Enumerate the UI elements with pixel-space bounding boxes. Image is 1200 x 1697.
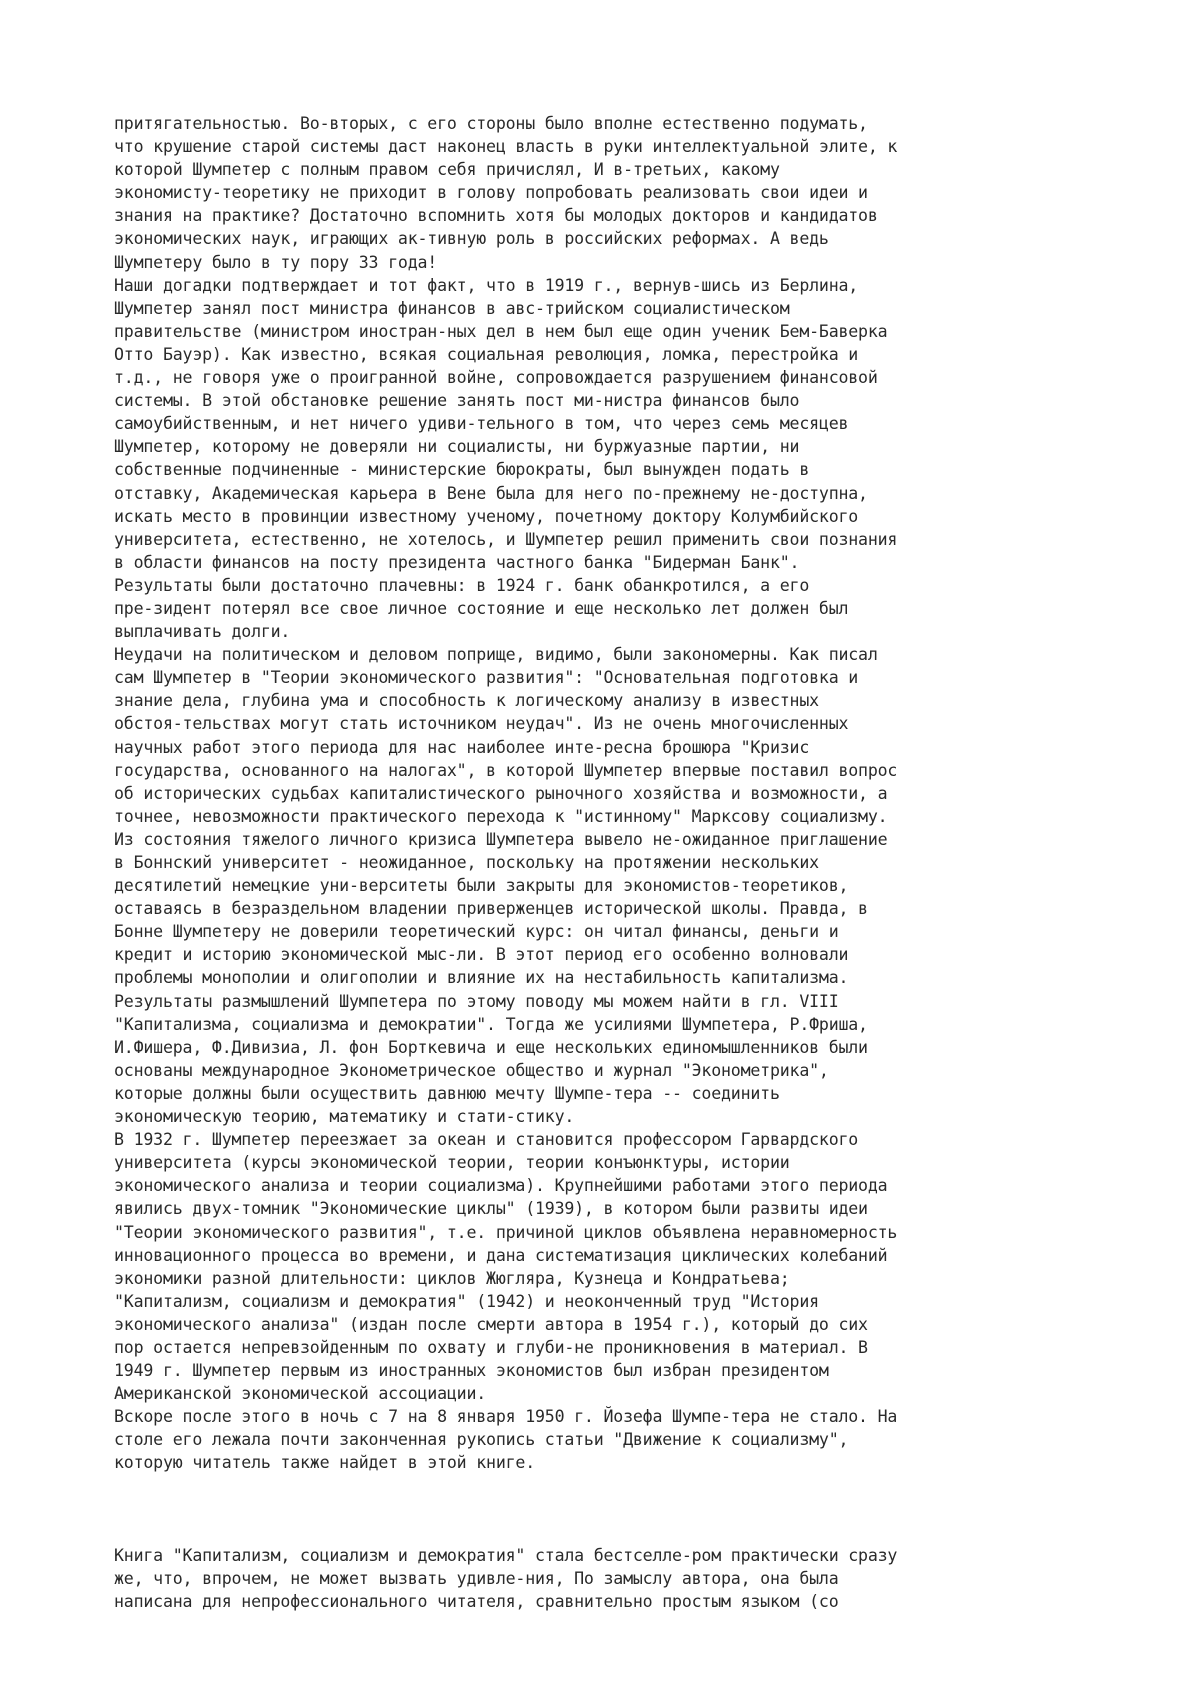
text-line: Американской экономической ассоциации. bbox=[114, 1384, 487, 1404]
text-line: в области финансов на посту президента частного банка "Бидерман Банк". bbox=[114, 552, 800, 572]
text-line: 1949 г. Шумпетер первым из иностранных экономистов был избран президентом bbox=[114, 1361, 829, 1381]
text-line: В 1932 г. Шумпетер переезжает за океан и становится профессором Гарвардского bbox=[114, 1130, 859, 1150]
text-line: государства, основанного на налогах", в которой Шумпетер впервые поставил вопрос bbox=[114, 760, 898, 780]
text-line: университета, естественно, не хотелось, и Шумпетер решил применить свои познания bbox=[114, 529, 898, 549]
text-line: знания на практике? Достаточно вспомнить хотя бы молодых докторов и кандидатов bbox=[114, 206, 878, 226]
text-line: Шумпетер, которому не доверяли ни социалисты, ни буржуазные партии, ни bbox=[114, 437, 800, 457]
text-line: экономики разной длительности: циклов Жюгляра, Кузнеца и Кондратьева; bbox=[114, 1268, 790, 1288]
text-line: основаны международное Эконометрическое общество и журнал "Эконометрика", bbox=[114, 1060, 829, 1080]
text-line: "Капитализм, социализм и демократия" (1942) и неоконченный труд "История bbox=[114, 1291, 819, 1311]
text-line: что крушение старой системы даст наконец власть в руки интеллектуальной элите, к bbox=[114, 137, 898, 157]
text-line: точнее, невозможности практического перехода к "истинному" Марксову социализму. bbox=[114, 806, 888, 826]
text-line: столе его лежала почти законченная рукопись статьи "Движение к социализму", bbox=[114, 1430, 849, 1450]
text-line: написана для непрофессионального читателя, сравнительно простым языком (со bbox=[114, 1592, 839, 1612]
text-line: кредит и историю экономической мыс-ли. В этот период его особенно волновали bbox=[114, 945, 849, 965]
text-line: Результаты размышлений Шумпетера по этому поводу мы можем найти в гл. VIII bbox=[114, 991, 839, 1011]
text-line: "Теории экономического развития", т.е. причиной циклов объявлена неравномерность bbox=[114, 1222, 898, 1242]
text-line: которой Шумпетер с полным правом себя причислял, И в-третьих, какому bbox=[114, 160, 780, 180]
document-page bbox=[114, 112, 1114, 1613]
text-line: же, что, впрочем, не может вызвать удивле-ния, По замыслу автора, она была bbox=[114, 1568, 839, 1588]
text-line: Шумпетеру было в ту пору 33 года! bbox=[114, 252, 438, 272]
text-line: Отто Бауэр). Как известно, всякая социальная революция, ломка, перестройка и bbox=[114, 344, 859, 364]
text-line: экономического анализа" (издан после смерти автора в 1954 г.), который до сих bbox=[114, 1314, 868, 1334]
text-line: обстоя-тельствах могут стать источником неудач". Из не очень многочисленных bbox=[114, 714, 849, 734]
text-line: правительстве (министром иностран-ных дел в нем был еще один ученик Бем-Баверка bbox=[114, 321, 888, 341]
text-line: выплачивать долги. bbox=[114, 622, 291, 642]
text-line: системы. В этой обстановке решение занять пост ми-нистра финансов было bbox=[114, 391, 800, 411]
text-line: пор остается непревзойденным по охвату и глуби-не проникновения в материал. В bbox=[114, 1337, 868, 1357]
text-line: отставку, Академическая карьера в Вене была для него по-прежнему не-доступна, bbox=[114, 483, 868, 503]
text-line: Книга "Капитализм, социализм и демократия" стала бестселле-ром практически сразу bbox=[114, 1545, 898, 1565]
text-line: сам Шумпетер в "Теории экономического развития": "Основательная подготовка и bbox=[114, 668, 859, 688]
text-line: собственные подчиненные - министерские бюрократы, был вынужден подать в bbox=[114, 460, 810, 480]
text-line: об исторических судьбах капиталистического рыночного хозяйства и возможности, а bbox=[114, 783, 888, 803]
text-line: И.Фишера, Ф.Дивизиа, Л. фон Борткевича и еще нескольких единомышленников были bbox=[114, 1037, 868, 1057]
paragraph-gap bbox=[114, 1475, 1114, 1544]
text-line: экономического анализа и теории социализма). Крупнейшими работами этого периода bbox=[114, 1176, 888, 1196]
text-line: экономических наук, играющих ак-тивную роль в российских реформах. А ведь bbox=[114, 229, 829, 249]
text-block-continuation bbox=[114, 1544, 1114, 1613]
text-block-main bbox=[114, 112, 1114, 1475]
text-line: Из состояния тяжелого личного кризиса Шумпетера вывело не-ожиданное приглашение bbox=[114, 829, 888, 849]
text-line: в Боннский университет - неожиданное, поскольку на протяжении нескольких bbox=[114, 853, 819, 872]
text-line: т.д., не говоря уже о проигранной войне, сопровождается разрушением финансовой bbox=[114, 368, 878, 388]
text-line: Вскоре после этого в ночь с 7 на 8 января 1950 г. Йозефа Шумпе-тера не стало. На bbox=[114, 1407, 898, 1427]
text-line: научных работ этого периода для нас наиболее инте-ресна брошюра "Кризис bbox=[114, 737, 810, 757]
text-line: "Капитализма, социализма и демократии". Тогда же усилиями Шумпетера, Р.Фриша, bbox=[114, 1014, 868, 1034]
text-line: притягательностью. Во-вторых, с его стороны было вполне естественно подумать, bbox=[114, 114, 868, 133]
text-line: университета (курсы экономической теории, теории конъюнктуры, истории bbox=[114, 1153, 790, 1173]
text-line: Бонне Шумпетеру не доверили теоретический курс: он читал финансы, деньги и bbox=[114, 922, 839, 942]
text-line: самоубийственным, и нет ничего удиви-тельного в том, что через семь месяцев bbox=[114, 414, 849, 434]
text-line: Результаты были достаточно плачевны: в 1924 г. банк обанкротился, а его bbox=[114, 575, 810, 595]
text-line: Шумпетер занял пост министра финансов в авс-трийском социалистическом bbox=[114, 298, 790, 318]
text-line: которую читатель также найдет в этой книге. bbox=[114, 1453, 535, 1473]
text-line: которые должны были осуществить давнюю мечту Шумпе-тера -- соединить bbox=[114, 1083, 780, 1103]
text-line: экономическую теорию, математику и стати-стику. bbox=[114, 1107, 575, 1127]
text-line: пре-зидент потерял все свое личное состояние и еще несколько лет должен был bbox=[114, 598, 849, 618]
text-line: проблемы монополии и олигополии и влияние их на нестабильность капитализма. bbox=[114, 968, 849, 988]
text-line: Наши догадки подтверждает и тот факт, что в 1919 г., вернув-шись из Берлина, bbox=[114, 275, 859, 295]
text-line: явились двух-томник "Экономические циклы" (1939), в котором были развиты идеи bbox=[114, 1199, 868, 1219]
text-line: оставаясь в безраздельном владении приверженцев исторической школы. Правда, в bbox=[114, 899, 868, 919]
text-line: инновационного процесса во времени, и дана систематизация циклических колебаний bbox=[114, 1245, 888, 1265]
text-line: Неудачи на политическом и деловом поприще, видимо, были закономерны. Как писал bbox=[114, 645, 878, 665]
text-line: экономисту-теоретику не приходит в голову попробовать реализовать свои идеи и bbox=[114, 183, 868, 203]
text-line: знание дела, глубина ума и способность к логическому анализу в известных bbox=[114, 691, 819, 711]
text-line: десятилетий немецкие уни-верситеты были закрыты для экономистов-теоретиков, bbox=[114, 876, 849, 896]
text-line: искать место в провинции известному ученому, почетному доктору Колумбийского bbox=[114, 506, 859, 526]
